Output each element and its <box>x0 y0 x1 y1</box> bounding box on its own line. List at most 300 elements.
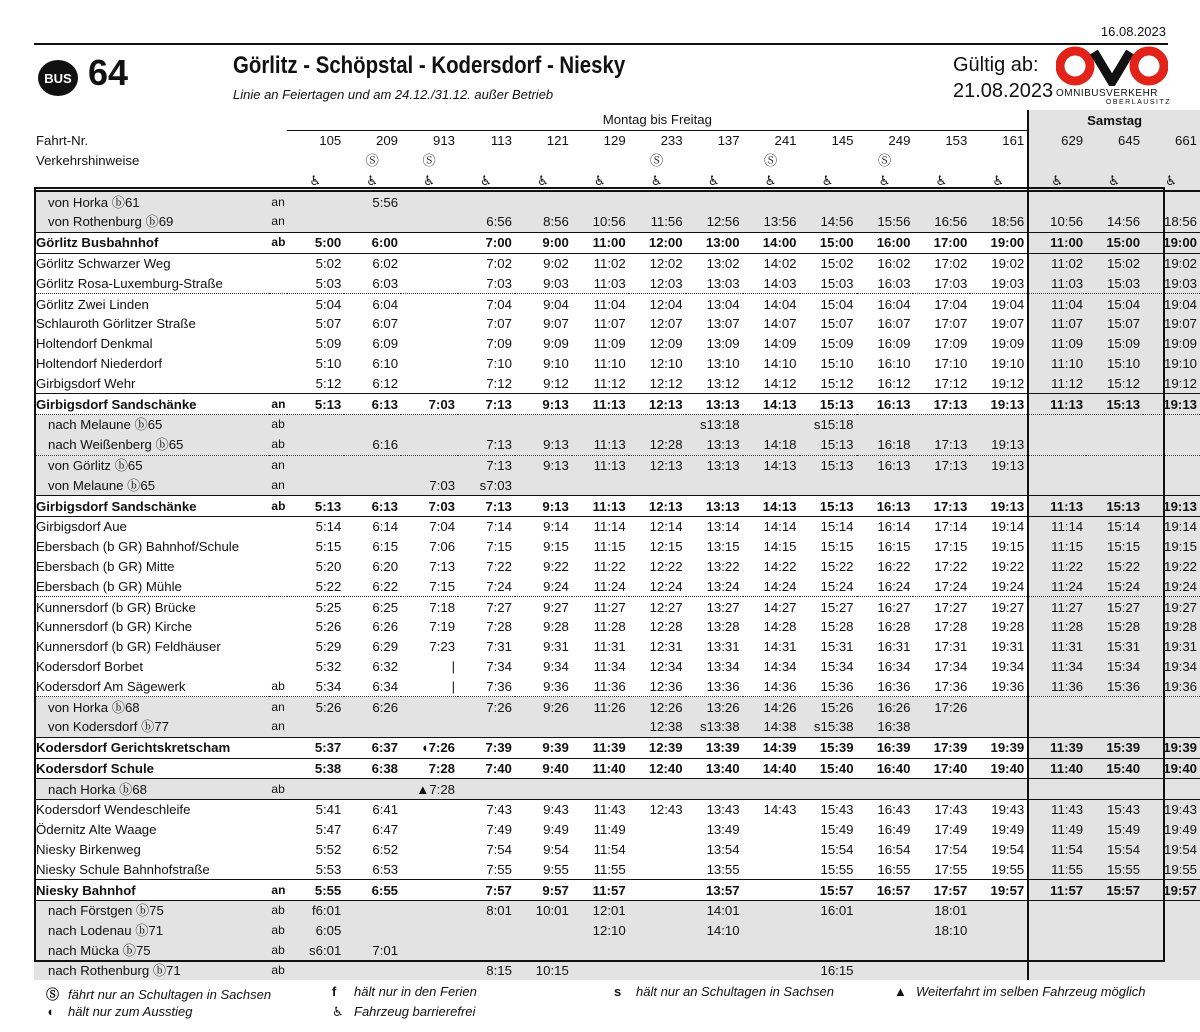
stop-name: Kunnersdorf (b GR) Kirche <box>36 619 193 635</box>
school-day-icon: Ⓢ <box>365 152 379 168</box>
departure-time: 8:01 <box>458 901 515 921</box>
arrival-departure-flag: ab <box>269 960 287 980</box>
departure-time: 16:04 <box>857 294 914 314</box>
arrival-departure-flag <box>269 373 287 393</box>
departure-time <box>970 717 1028 737</box>
trip-number: 233 <box>660 133 683 149</box>
school-day-icon <box>572 151 629 171</box>
school-day-icon <box>1086 151 1143 171</box>
trip-number: 913 <box>433 133 456 149</box>
departure-time: 16:13 <box>857 496 914 517</box>
stop-row <box>34 414 1200 434</box>
departure-time: 11:56 <box>629 212 686 232</box>
departure-time: 11:00 <box>572 232 629 253</box>
departure-time: 15:13 <box>800 496 857 517</box>
departure-time <box>401 901 458 921</box>
departure-time: 15:09 <box>820 336 854 352</box>
departure-time <box>857 941 914 961</box>
departure-time <box>1143 455 1200 475</box>
departure-time: 9:13 <box>515 394 572 415</box>
departure-time <box>857 921 914 941</box>
departure-time <box>629 414 686 434</box>
departure-time: 11:10 <box>593 355 626 371</box>
departure-time <box>401 314 458 334</box>
departure-time: 15:55 <box>1086 859 1143 879</box>
departure-time: 12:09 <box>649 336 683 352</box>
departure-time: 5:38 <box>287 758 344 779</box>
departure-time: 9:13 <box>515 455 572 475</box>
departure-time: 19:55 <box>991 861 1025 877</box>
stop-name: nach Förstgen ⓑ75 <box>34 901 269 921</box>
departure-time: 9:00 <box>515 232 572 253</box>
school-day-icon <box>970 151 1028 171</box>
departure-time: 16:12 <box>877 375 911 391</box>
arrival-departure-flag: an <box>269 394 287 415</box>
departure-time: 11:15 <box>1028 537 1086 557</box>
arrival-departure-flag <box>269 657 287 677</box>
departure-time <box>458 191 515 212</box>
departure-time: 7:10 <box>486 355 512 371</box>
stop-name: Holtendorf Denkmal <box>36 336 153 352</box>
departure-time: 13:49 <box>706 822 740 838</box>
departure-time: 19:43 <box>970 800 1028 820</box>
departure-time <box>572 779 629 800</box>
stop-name: Ebersbach (b GR) Mitte <box>36 558 175 574</box>
trip-number: 145 <box>831 133 854 149</box>
departure-time <box>1028 717 1086 737</box>
legend-item: f hält nur in den Ferien <box>332 984 477 999</box>
spacer <box>269 170 287 191</box>
departure-time: 17:36 <box>934 678 968 694</box>
school-day-icon <box>458 151 515 171</box>
stop-row <box>34 576 1200 596</box>
arrival-departure-flag: an <box>269 212 287 232</box>
departure-time: 13:15 <box>706 539 740 555</box>
departure-time <box>629 820 686 840</box>
departure-time <box>1143 960 1200 980</box>
stop-row <box>34 901 1200 921</box>
stop-name: von Görlitz ⓑ65 <box>34 455 269 475</box>
departure-time: 17:07 <box>934 316 968 332</box>
departure-time: 11:12 <box>593 375 626 391</box>
departure-time <box>287 414 344 434</box>
school-day-icon <box>686 151 743 171</box>
departure-time: 11:12 <box>1028 373 1086 393</box>
departure-time: 16:56 <box>913 212 970 232</box>
route-subtitle: Linie an Feiertagen und am 24.12./31.12. außer Betrieb <box>233 87 554 102</box>
departure-time: 7:28 <box>401 758 458 779</box>
departure-time <box>1143 779 1200 800</box>
departure-time: 6:32 <box>372 658 399 674</box>
trip-number: 113 <box>490 133 512 149</box>
stop-name: Girbigsdorf Sandschänke <box>34 496 269 517</box>
departure-time: 7:00 <box>458 232 515 253</box>
departure-time: 11:40 <box>572 758 629 779</box>
trip-number: 209 <box>376 133 399 149</box>
stop-name: nach Horka ⓑ68 <box>34 779 269 800</box>
arrival-departure-flag <box>269 637 287 657</box>
departure-time <box>913 941 970 961</box>
school-day-icon <box>913 151 970 171</box>
departure-time <box>1143 475 1200 495</box>
departure-time <box>572 941 629 961</box>
stop-name: Kodersdorf Schule <box>34 758 269 779</box>
departure-time: s7:03 <box>458 475 515 495</box>
departure-time: 12:34 <box>649 658 683 674</box>
departure-time <box>743 820 800 840</box>
departure-time: 6:16 <box>344 435 401 455</box>
stop-name: Ebersbach (b GR) Mühle <box>36 578 182 594</box>
arrival-departure-flag: an <box>269 475 287 495</box>
departure-time: 15:40 <box>1086 758 1143 779</box>
departure-time: 11:07 <box>593 316 626 332</box>
departure-time: 17:00 <box>913 232 970 253</box>
stop-row <box>34 314 1200 334</box>
departure-time: 11:57 <box>572 880 629 901</box>
school-day-icon <box>287 151 344 171</box>
wheelchair-icon: ♿ <box>366 172 379 188</box>
departure-time: 13:03 <box>706 275 740 291</box>
departure-time: 14:01 <box>686 901 743 921</box>
departure-time: 7:13 <box>458 435 515 455</box>
departure-time: 12:36 <box>649 678 683 694</box>
departure-time: 19:40 <box>1143 758 1200 779</box>
departure-time: 5:07 <box>315 316 342 332</box>
wheelchair-icon: ♿ <box>992 172 1005 188</box>
departure-time: 9:28 <box>543 619 569 635</box>
arrival-departure-flag <box>269 253 287 273</box>
trip-number: 137 <box>717 133 740 149</box>
departure-time: 19:57 <box>970 880 1028 901</box>
departure-time: 19:34 <box>991 658 1025 674</box>
departure-time <box>1086 475 1143 495</box>
stop-name: nach Lodenau ⓑ71 <box>34 921 269 941</box>
departure-time: 19:43 <box>1143 800 1200 820</box>
departure-time: 16:14 <box>857 516 914 536</box>
stop-row <box>34 960 1200 980</box>
departure-time <box>970 960 1028 980</box>
departure-time <box>572 475 629 495</box>
spacer <box>269 151 287 171</box>
departure-time: 7:54 <box>486 842 512 858</box>
departure-time <box>401 253 458 273</box>
departure-time: 15:28 <box>1086 617 1143 637</box>
departure-time: 12:10 <box>572 921 629 941</box>
departure-time: 7:13 <box>429 558 456 574</box>
trip-number: 661 <box>1143 130 1200 150</box>
departure-time: 14:13 <box>743 496 800 517</box>
departure-time: 11:07 <box>1028 314 1086 334</box>
departure-time: 16:15 <box>800 960 857 980</box>
stop-row <box>34 697 1200 717</box>
departure-time <box>401 334 458 354</box>
stop-name: Niesky Schule Bahnhofstraße <box>36 861 210 877</box>
arrival-departure-flag <box>269 820 287 840</box>
departure-time: 12:03 <box>649 275 683 291</box>
departure-time: 11:36 <box>593 678 626 694</box>
departure-time <box>743 191 800 212</box>
departure-time: 11:26 <box>572 697 629 717</box>
departure-time: 12:00 <box>629 232 686 253</box>
departure-time: 18:56 <box>1143 212 1200 232</box>
departure-time: 5:25 <box>287 597 344 617</box>
arrival-departure-flag <box>269 557 287 577</box>
departure-time: 17:24 <box>934 578 968 594</box>
departure-time: 11:04 <box>572 294 629 314</box>
arrival-departure-flag: ab <box>269 414 287 434</box>
departure-time: 12:40 <box>629 758 686 779</box>
departure-time: 9:24 <box>543 578 569 594</box>
departure-time: 11:39 <box>1028 737 1086 758</box>
stop-name: nach Rothenburg ⓑ71 <box>34 960 269 980</box>
departure-time: 5:52 <box>315 842 342 858</box>
departure-time: 6:56 <box>458 212 515 232</box>
stop-row <box>34 840 1200 860</box>
departure-time: 19:04 <box>1143 294 1200 314</box>
accessibility-row <box>34 170 1200 191</box>
departure-time: 14:12 <box>763 375 797 391</box>
departure-time <box>401 373 458 393</box>
departure-time: 14:15 <box>763 539 797 555</box>
departure-time: 5:32 <box>315 658 342 674</box>
wheelchair-icon: ♿ <box>1028 170 1086 191</box>
departure-time <box>1028 921 1086 941</box>
arrival-departure-flag <box>269 758 287 779</box>
departure-time: 11:14 <box>1028 516 1086 536</box>
departure-time: 7:34 <box>486 658 512 674</box>
departure-time: 15:57 <box>1086 880 1143 901</box>
departure-time: 19:39 <box>1143 737 1200 758</box>
departure-time: 9:43 <box>515 800 572 820</box>
departure-time: 16:54 <box>877 842 911 858</box>
departure-time <box>1143 191 1200 212</box>
departure-time: 15:22 <box>1086 557 1143 577</box>
departure-time: 7:57 <box>458 880 515 901</box>
arrival-departure-flag: ab <box>269 901 287 921</box>
departure-time: 14:56 <box>1086 212 1143 232</box>
departure-time: 11:27 <box>572 597 629 617</box>
valid-label: Gültig ab: <box>953 54 1039 76</box>
departure-time: 13:07 <box>706 316 740 332</box>
departure-time <box>515 921 572 941</box>
arrival-departure-flag <box>269 737 287 758</box>
departure-time: 7:13 <box>458 455 515 475</box>
departure-time: 7:04 <box>458 294 515 314</box>
departure-time <box>344 455 401 475</box>
departure-time <box>515 779 572 800</box>
departure-time: 17:02 <box>913 253 970 273</box>
departure-time: 7:18 <box>401 597 458 617</box>
stop-name: nach Mücka ⓑ75 <box>34 941 269 961</box>
departure-time <box>743 941 800 961</box>
departure-time <box>1143 717 1200 737</box>
departure-time: 9:09 <box>543 336 569 352</box>
departure-time: 13:00 <box>686 232 743 253</box>
departure-time <box>1086 435 1143 455</box>
departure-time: 13:26 <box>686 697 743 717</box>
trip-number: 629 <box>1028 130 1086 150</box>
departure-time: 15:24 <box>820 578 854 594</box>
departure-time: 12:31 <box>649 639 683 655</box>
departure-time: 14:24 <box>763 578 797 594</box>
departure-time: 19:57 <box>1143 880 1200 901</box>
departure-time: 12:28 <box>649 619 683 635</box>
departure-time: 13:28 <box>706 619 740 635</box>
legend-item: ◖ hält nur zum Ausstieg <box>46 1004 193 1019</box>
departure-time <box>401 800 458 820</box>
departure-time: 19:54 <box>1143 840 1200 860</box>
stop-name: Kodersdorf Gerichtskretscham <box>34 737 269 758</box>
arrival-departure-flag: an <box>269 880 287 901</box>
departure-time: 19:09 <box>1143 334 1200 354</box>
stop-name: Kunnersdorf (b GR) Feldhäuser <box>36 639 221 655</box>
departure-time: 9:02 <box>515 253 572 273</box>
departure-time: 5:56 <box>344 191 401 212</box>
departure-time: 12:04 <box>629 294 686 314</box>
departure-time: 9:49 <box>543 822 569 838</box>
departure-time: 12:27 <box>629 597 686 617</box>
departure-time: ◖7:26 <box>401 737 458 758</box>
departure-time: 7:26 <box>458 697 515 717</box>
stop-name: Schlauroth Görlitzer Straße <box>36 316 196 332</box>
departure-time: 13:36 <box>706 678 740 694</box>
departure-time: 15:02 <box>1086 253 1143 273</box>
departure-time: 5:53 <box>315 861 342 877</box>
wheelchair-icon: ♿ <box>650 172 663 188</box>
stop-name: Görlitz Rosa-Luxemburg-Straße <box>36 275 223 291</box>
departure-time: 15:14 <box>800 516 857 536</box>
departure-time: 7:03 <box>401 496 458 517</box>
departure-time: 19:36 <box>991 678 1025 694</box>
departure-time: 19:02 <box>970 253 1028 273</box>
departure-time: 15:28 <box>820 619 854 635</box>
stop-name: Niesky Bahnhof <box>34 880 269 901</box>
departure-time: 6:53 <box>372 861 399 877</box>
departure-time: 16:03 <box>877 275 911 291</box>
departure-time: 19:13 <box>1143 496 1200 517</box>
departure-time: s13:38 <box>686 717 743 737</box>
departure-time <box>1028 960 1086 980</box>
departure-time: 10:15 <box>515 960 572 980</box>
departure-time: 19:12 <box>1143 373 1200 393</box>
departure-time <box>743 880 800 901</box>
departure-time: 6:10 <box>372 355 399 371</box>
departure-time <box>913 960 970 980</box>
departure-time: 16:40 <box>857 758 914 779</box>
departure-time: 9:36 <box>543 678 569 694</box>
departure-time: 7:03 <box>401 475 458 495</box>
school-day-icon <box>800 151 857 171</box>
departure-time: 19:14 <box>1143 516 1200 536</box>
wheelchair-icon: ♿ <box>707 172 720 188</box>
departure-time: 12:02 <box>629 253 686 273</box>
departure-time: 13:12 <box>706 375 740 391</box>
departure-time <box>913 475 970 495</box>
departure-time <box>572 191 629 212</box>
legend-item: ♿ Fahrzeug barrierefrei <box>332 1004 476 1019</box>
departure-time <box>629 779 686 800</box>
departure-time: 17:39 <box>913 737 970 758</box>
departure-time <box>401 414 458 434</box>
departure-time <box>913 191 970 212</box>
trip-number: 249 <box>888 133 911 149</box>
departure-time: 19:55 <box>1143 859 1200 879</box>
departure-time <box>629 475 686 495</box>
departure-time: 16:22 <box>877 558 911 574</box>
departure-time: 16:27 <box>857 597 914 617</box>
stop-row <box>34 475 1200 495</box>
school-day-icon <box>1143 151 1200 171</box>
departure-time: 11:34 <box>1028 657 1086 677</box>
departure-time: 6:22 <box>372 578 399 594</box>
departure-time: 19:13 <box>970 455 1028 475</box>
departure-time <box>1086 717 1143 737</box>
departure-time: 11:43 <box>572 800 629 820</box>
departure-time: 11:49 <box>1028 820 1086 840</box>
stop-name: Kodersdorf Am Sägewerk <box>36 678 186 694</box>
departure-time: 16:13 <box>857 394 914 415</box>
spacer <box>269 130 287 150</box>
arrival-departure-flag: an <box>269 717 287 737</box>
departure-time: 12:01 <box>572 901 629 921</box>
departure-time: 12:28 <box>629 435 686 455</box>
wheelchair-icon: ♿ <box>935 172 948 188</box>
departure-time <box>857 779 914 800</box>
departure-time: 6:29 <box>372 639 399 655</box>
departure-time <box>743 921 800 941</box>
departure-time: 7:15 <box>429 578 456 594</box>
departure-time: 11:24 <box>593 578 626 594</box>
departure-time: 16:09 <box>877 336 911 352</box>
departure-time: 11:13 <box>572 435 629 455</box>
departure-time: 11:55 <box>593 861 626 877</box>
departure-time: 7:01 <box>344 941 401 961</box>
arrival-departure-flag <box>269 840 287 860</box>
departure-time: 11:02 <box>572 253 629 273</box>
departure-time: 8:56 <box>515 212 572 232</box>
departure-time <box>970 191 1028 212</box>
departure-time: 16:01 <box>800 901 857 921</box>
departure-time <box>515 191 572 212</box>
departure-time <box>1086 960 1143 980</box>
departure-time: 9:22 <box>543 558 569 574</box>
departure-time: 16:10 <box>877 355 911 371</box>
departure-time: 11:55 <box>1028 859 1086 879</box>
departure-time: 6:34 <box>372 678 399 694</box>
departure-time <box>970 779 1028 800</box>
departure-time: 14:13 <box>743 394 800 415</box>
departure-time: 14:34 <box>763 658 797 674</box>
departure-time: 5:12 <box>315 375 342 391</box>
arrival-departure-flag <box>269 859 287 879</box>
departure-time: 17:28 <box>934 619 968 635</box>
departure-time: 9:34 <box>543 658 569 674</box>
departure-time: 19:28 <box>991 619 1025 635</box>
stop-row <box>34 657 1200 677</box>
departure-time: 19:15 <box>1143 537 1200 557</box>
departure-time <box>401 820 458 840</box>
trip-label: Fahrt-Nr. <box>36 132 89 148</box>
departure-time: 15:36 <box>1086 676 1143 696</box>
departure-time <box>1086 414 1143 434</box>
departure-time: 9:39 <box>515 737 572 758</box>
departure-time: 19:22 <box>1143 557 1200 577</box>
departure-time: 17:10 <box>934 355 968 371</box>
stop-row <box>34 232 1200 253</box>
departure-time: 11:09 <box>1028 334 1086 354</box>
departure-time <box>344 212 401 232</box>
departure-time: 14:14 <box>743 516 800 536</box>
